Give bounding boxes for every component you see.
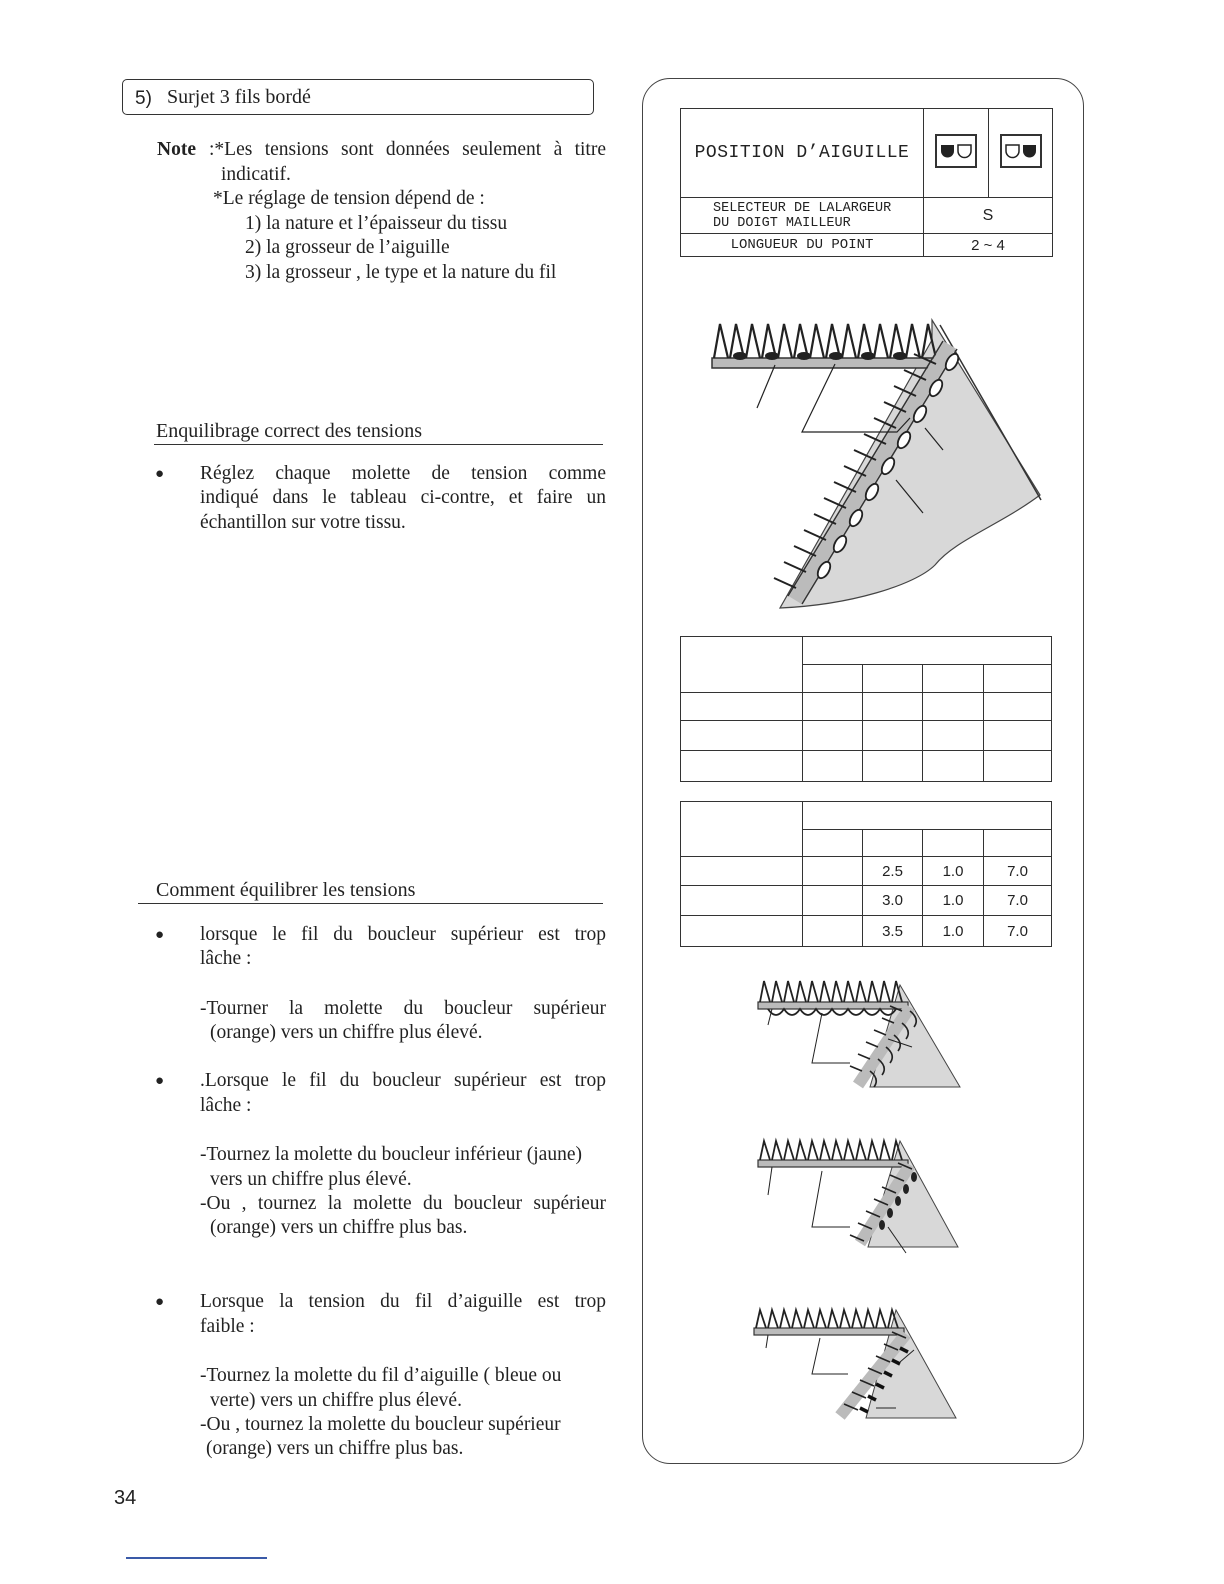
selector-label-line-1: SELECTEUR DE LALARGEUR <box>713 200 892 216</box>
table-cell: 7.0 <box>984 857 1052 886</box>
table-row <box>681 857 1052 886</box>
note-line-2: indicatif. <box>221 164 291 185</box>
table-cell <box>984 665 1052 693</box>
balance-heading-rule <box>154 444 603 445</box>
table-cell <box>984 721 1052 751</box>
table-cell: 7.0 <box>984 916 1052 947</box>
selector-label-line-2: DU DOIGT MAILLEUR <box>713 215 851 231</box>
table-cell <box>803 665 863 693</box>
stitch-top-band <box>712 358 940 368</box>
selector-label <box>681 198 924 234</box>
stitch-top-band <box>758 1160 908 1167</box>
note-line-1: :*Les tensions sont données seulement à titre <box>209 139 606 160</box>
note-line-3: *Le réglage de tension dépend de : <box>213 188 485 209</box>
howto-b3-fix-2: verte) vers un chiffre plus élevé. <box>210 1390 462 1411</box>
table-row <box>681 916 1052 947</box>
table-cell <box>803 916 863 947</box>
stitch-top-band <box>754 1328 904 1335</box>
table-cell <box>681 916 803 947</box>
bullet-dot: ● <box>155 1073 165 1089</box>
table-cell <box>803 637 1052 665</box>
table-cell <box>984 751 1052 782</box>
howto-b2-line-1: .Lorsque le fil du boucleur supérieur est trop <box>200 1070 606 1091</box>
howto-b3-fix-3: -Ou , tournez la molette du boucleur supérieur <box>200 1414 561 1435</box>
table-cell <box>984 693 1052 721</box>
table-cell <box>923 830 984 857</box>
howto-b1-fix-2: (orange) vers un chiffre plus élevé. <box>210 1022 483 1043</box>
table-cell <box>803 886 863 916</box>
needle-right-cell <box>989 109 1053 198</box>
table-cell <box>863 665 923 693</box>
tension-table-values <box>680 801 1052 947</box>
howto-b1-line-2: lâche : <box>200 948 252 969</box>
table-cell <box>923 693 984 721</box>
howto-b2-fix-2: vers un chiffre plus élevé. <box>210 1169 412 1190</box>
stitch-illustration-small-1 <box>750 975 970 1095</box>
table-cell <box>681 693 803 721</box>
needle-right-icon <box>1000 134 1042 168</box>
note-item-3: 3) la grosseur , le type et la nature du fil <box>245 262 557 283</box>
table-cell <box>923 721 984 751</box>
balance-heading: Enquilibrage correct des tensions <box>156 420 423 442</box>
howto-b1-line-1: lorsque le fil du boucleur supérieur est trop <box>200 924 606 945</box>
table-row <box>681 886 1052 916</box>
stitch-top-loops <box>760 981 902 1015</box>
table-cell <box>803 830 863 857</box>
table-cell: 7.0 <box>984 886 1052 916</box>
needle-left-icon <box>935 134 977 168</box>
table-cell: 3.0 <box>863 886 923 916</box>
table-cell <box>681 637 803 693</box>
table-cell <box>923 751 984 782</box>
needle-left-cell <box>924 109 989 198</box>
howto-b3-line-1: Lorsque la tension du fil d’aiguille est trop <box>200 1291 606 1312</box>
section-header-box <box>122 79 594 115</box>
table-cell <box>681 751 803 782</box>
table-cell: 3.5 <box>863 916 923 947</box>
table-cell <box>681 886 803 916</box>
balance-text-line-3: échantillon sur votre tissu. <box>200 512 406 533</box>
table-cell <box>923 665 984 693</box>
table-cell: 2.5 <box>863 857 923 886</box>
table-cell: 1.0 <box>923 916 984 947</box>
table-cell <box>681 802 803 857</box>
howto-b2-fix-1: -Tournez la molette du boucleur inférieur (jaune) <box>200 1144 582 1165</box>
table-cell <box>863 721 923 751</box>
table-cell <box>984 830 1052 857</box>
note-item-2: 2) la grosseur de l’aiguille <box>245 237 450 258</box>
table-cell <box>681 721 803 751</box>
balance-text-line-1: Réglez chaque molette de tension comme <box>200 463 606 484</box>
howto-b3-fix-1: -Tournez la molette du fil d’aiguille ( bleue ou <box>200 1365 562 1386</box>
howto-b3-line-2: faible : <box>200 1316 255 1337</box>
table-cell <box>803 721 863 751</box>
table-cell <box>803 693 863 721</box>
table-cell <box>863 830 923 857</box>
footer-line <box>126 1557 267 1559</box>
note-label: Note <box>157 139 196 160</box>
bullet-dot: ● <box>155 466 165 482</box>
stitch-top-band <box>758 1002 908 1009</box>
howto-heading-rule <box>138 903 603 904</box>
table-cell <box>803 802 1052 830</box>
section-number: 5) <box>135 88 152 109</box>
table-cell: 1.0 <box>923 857 984 886</box>
howto-b2-fix-3: -Ou , tournez la molette du boucleur supérieur <box>200 1193 606 1214</box>
settings-table <box>680 108 1053 257</box>
stitch-illustration-small-3 <box>750 1300 970 1425</box>
balance-text-line-2: indiqué dans le tableau ci-contre, et faire un <box>200 487 606 508</box>
stitch-illustration-main <box>700 300 1050 615</box>
tension-table-empty <box>680 636 1052 782</box>
table-cell: 1.0 <box>923 886 984 916</box>
table-cell <box>803 857 863 886</box>
bullet-dot: ● <box>155 1294 165 1310</box>
howto-b3-fix-4: (orange) vers un chiffre plus bas. <box>206 1438 464 1459</box>
table-cell <box>681 857 803 886</box>
howto-b2-fix-4: (orange) vers un chiffre plus bas. <box>210 1217 468 1238</box>
position-label: POSITION D’AIGUILLE <box>681 109 924 198</box>
table-cell <box>863 751 923 782</box>
table-cell <box>863 693 923 721</box>
length-value: 2 ~ 4 <box>924 234 1053 257</box>
length-label: LONGUEUR DU POINT <box>681 234 924 257</box>
note-item-1: 1) la nature et l’épaisseur du tissu <box>245 213 508 234</box>
bullet-dot: ● <box>155 927 165 943</box>
page-number: 34 <box>114 1487 137 1509</box>
howto-heading: Comment équilibrer les tensions <box>156 879 416 901</box>
howto-b2-line-2: lâche : <box>200 1095 252 1116</box>
stitch-top-loops <box>756 1310 898 1328</box>
selector-value: S <box>924 198 1053 234</box>
howto-b1-fix-1: -Tourner la molette du boucleur supérieur <box>200 998 606 1019</box>
section-title: Surjet 3 fils bordé <box>167 86 311 108</box>
stitch-top-loops <box>760 1141 902 1160</box>
table-cell <box>803 751 863 782</box>
stitch-illustration-small-2 <box>750 1135 970 1255</box>
